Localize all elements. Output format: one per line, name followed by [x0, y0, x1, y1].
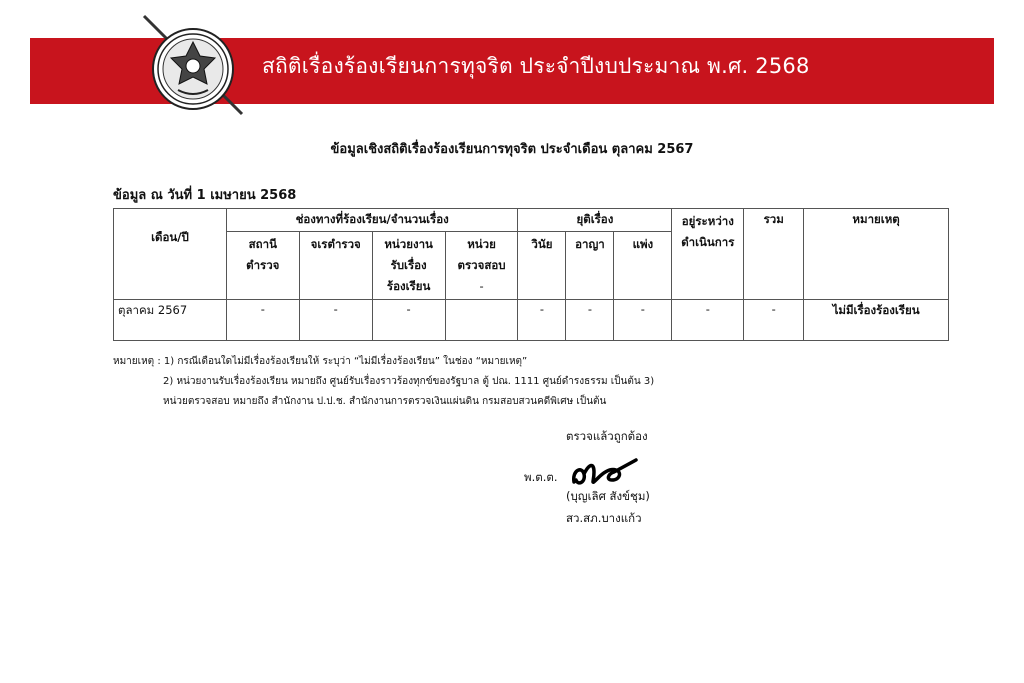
note-line-1: หมายเหตุ : 1) กรณีเดือนใดไม่มีเรื่องร้องเรียนให้ ระบุว่า “ไม่มีเรื่องร้องเรียน” ในช่อง “หมายเหตุ”	[113, 356, 528, 367]
total-header: รวม	[744, 209, 804, 300]
remarks-cell: ไม่มีเรื่องร้องเรียน	[804, 300, 949, 341]
receiving-unit-cell: -	[372, 300, 445, 341]
receiving-unit-header: หน่วยงาน รับเรื่อง ร้องเรียน	[372, 232, 445, 300]
month-header: เดือน/ปี	[114, 209, 227, 300]
civil-cell: -	[614, 300, 672, 341]
in-progress-cell: -	[672, 300, 744, 341]
page-title: สถิติเรื่องร้องเรียนการทุจริต ประจำปีงบประมาณ พ.ศ. 2568	[262, 54, 810, 78]
remarks-header: หมายเหตุ	[804, 209, 949, 300]
handwritten-signature	[560, 452, 640, 492]
discipline-header: วินัย	[518, 232, 566, 300]
as-of-date: ข้อมูล ณ วันที่ 1 เมษายน 2568	[113, 188, 297, 203]
statistics-table	[113, 208, 949, 341]
criminal-cell: -	[566, 300, 614, 341]
table-row	[114, 300, 949, 341]
discipline-cell: -	[518, 300, 566, 341]
header-row	[114, 209, 949, 232]
patrol-header: จเรตำรวจ	[299, 232, 372, 300]
note-line-2: 2) หน่วยงานรับเรื่องร้องเรียน หมายถึง ศูนย์รับเรื่องราวร้องทุกข์ของรัฐบาล ตู้ ปณ. 1111 ศูนย์ดำรงธรรม เป็นต้น 3)	[163, 376, 655, 387]
note-line-3: หน่วยตรวจสอบ หมายถึง สำนักงาน ป.ป.ช. สำนักงานการตรวจเงินแผ่นดิน กรมสอบสวนคดีพิเศษ เป็นต้น	[163, 396, 607, 407]
patrol-cell: -	[299, 300, 372, 341]
verified-text: ตรวจแล้วถูกต้อง	[566, 429, 648, 443]
document-heading: ข้อมูลเชิงสถิติเรื่องร้องเรียนการทุจริต ประจำเดือน ตุลาคม 2567	[330, 142, 694, 157]
in-progress-header: อยู่ระหว่าง ดำเนินการ	[672, 209, 744, 300]
month-cell: ตุลาคม 2567	[114, 300, 227, 341]
audit-unit-cell	[445, 300, 518, 341]
total-cell: -	[744, 300, 804, 341]
audit-unit-header: หน่วย ตรวจสอบ -	[445, 232, 518, 300]
criminal-header: อาญา	[566, 232, 614, 300]
police-seal-icon	[138, 14, 248, 124]
signer-name: (บุญเลิศ สังข์ชุม)	[566, 489, 650, 503]
signer-rank: พ.ต.ต.	[524, 470, 558, 484]
police-station-cell: -	[226, 300, 299, 341]
notes	[113, 352, 654, 412]
signer-office: สว.สภ.บางแก้ว	[566, 511, 642, 525]
civil-header: แพ่ง	[614, 232, 672, 300]
ended-header: ยุติเรื่อง	[518, 209, 672, 232]
channels-header: ช่องทางที่ร้องเรียน/จำนวนเรื่อง	[226, 209, 518, 232]
police-station-header: สถานี ตำรวจ	[226, 232, 299, 300]
